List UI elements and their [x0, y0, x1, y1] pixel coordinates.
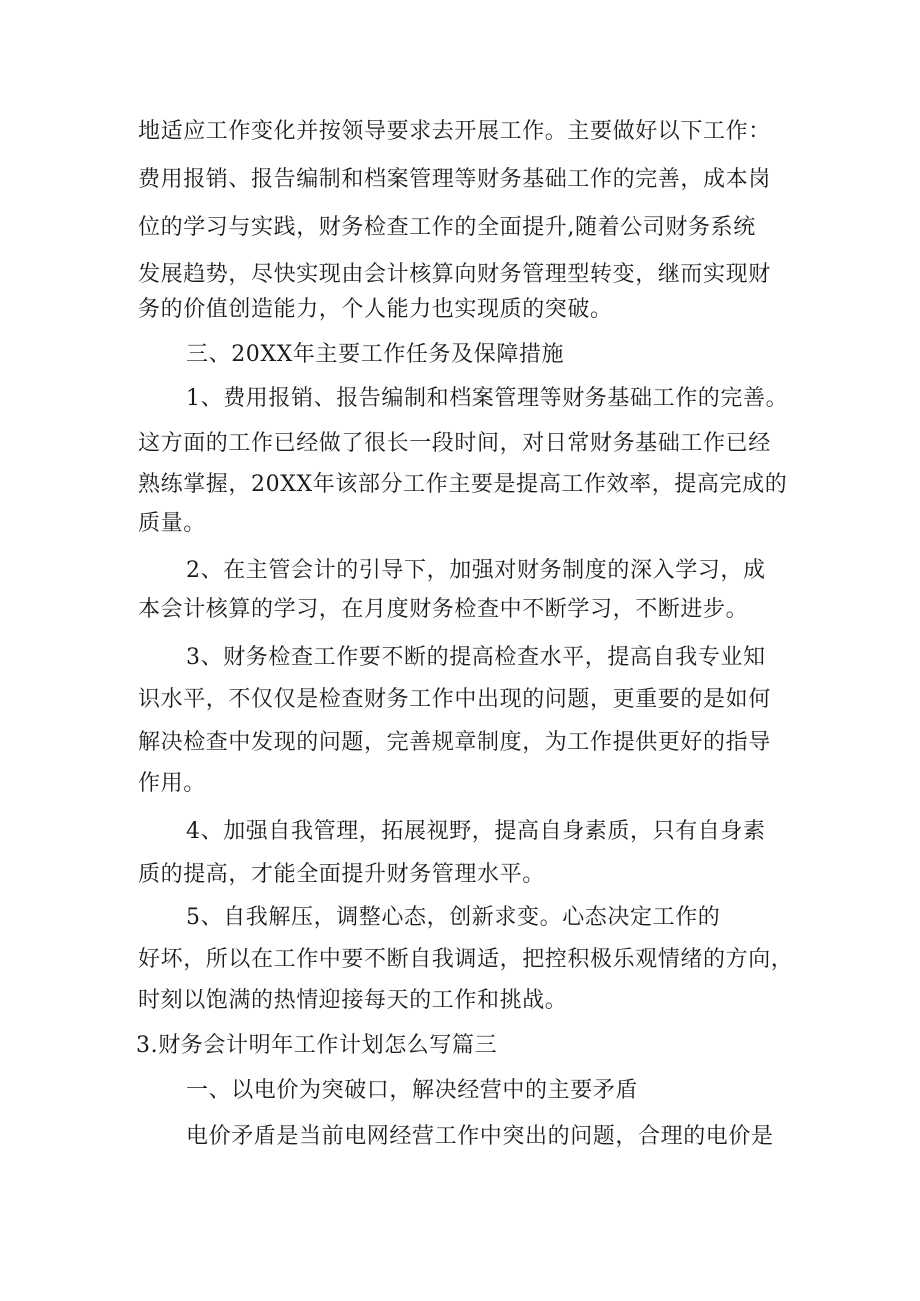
paragraph-line: 时刻以饱满的热情迎接每天的工作和挑战。 — [138, 988, 568, 1013]
list-item-1: 1、费用报销、报告编制和档案管理等财务基础工作的完善。 — [186, 386, 789, 411]
paragraph-line: 地适应工作变化并按领导要求去开展工作。主要做好以下工作： — [138, 119, 771, 144]
paragraph-line: 费用报销、报告编制和档案管理等财务基础工作的完善，成本岗 — [138, 167, 771, 192]
paragraph-line: 本会计核算的学习，在月度财务检查中不断学习，不断进步。 — [138, 597, 749, 622]
paragraph-line: 发展趋势，尽快实现由会计核算向财务管理型转变，继而实现财 — [138, 262, 771, 287]
list-item-4: 4、加强自我管理，拓展视野，提高自身素质，只有自身素 — [186, 819, 766, 844]
section-heading: 三、20XX年主要工作任务及保障措施 — [186, 342, 565, 367]
paragraph-line: 熟练掌握，20XX年该部分工作主要是提高工作效率，提高完成的 — [138, 472, 788, 497]
paragraph-line: 位的学习与实践，财务检查工作的全面提升,随着公司财务系统 — [138, 215, 756, 240]
paragraph-line: 识水平，不仅仅是检查财务工作中出现的问题，更重要的是如何 — [138, 687, 771, 712]
paragraph-line: 质量。 — [138, 511, 206, 536]
list-item-5: 5、自我解压，调整心态，创新求变。心态决定工作的 — [186, 905, 721, 930]
paragraph-line: 质的提高，才能全面提升财务管理水平。 — [138, 862, 545, 887]
article-heading: 3.财务会计明年工作计划怎么写篇三 — [136, 1033, 498, 1058]
list-item-3: 3、财务检查工作要不断的提高检查水平，提高自我专业知 — [186, 645, 766, 670]
sub-heading: 一、以电价为突破口，解决经营中的主要矛盾 — [186, 1078, 639, 1103]
list-item-2: 2、在主管会计的引导下，加强对财务制度的深入学习，成 — [186, 558, 766, 583]
paragraph-line: 解决检查中发现的问题，完善规章制度，为工作提供更好的指导 — [138, 730, 771, 755]
paragraph-line: 务的价值创造能力，个人能力也实现质的突破。 — [138, 297, 613, 322]
paragraph-line: 电价矛盾是当前电网经营工作中突出的问题，合理的电价是 — [186, 1124, 774, 1149]
paragraph-line: 好坏，所以在工作中要不断自我调适，把控积极乐观情绪的方向， — [138, 947, 794, 972]
paragraph-line: 作用。 — [138, 771, 206, 796]
paragraph-line: 这方面的工作已经做了很长一段时间，对日常财务基础工作已经 — [138, 431, 771, 456]
